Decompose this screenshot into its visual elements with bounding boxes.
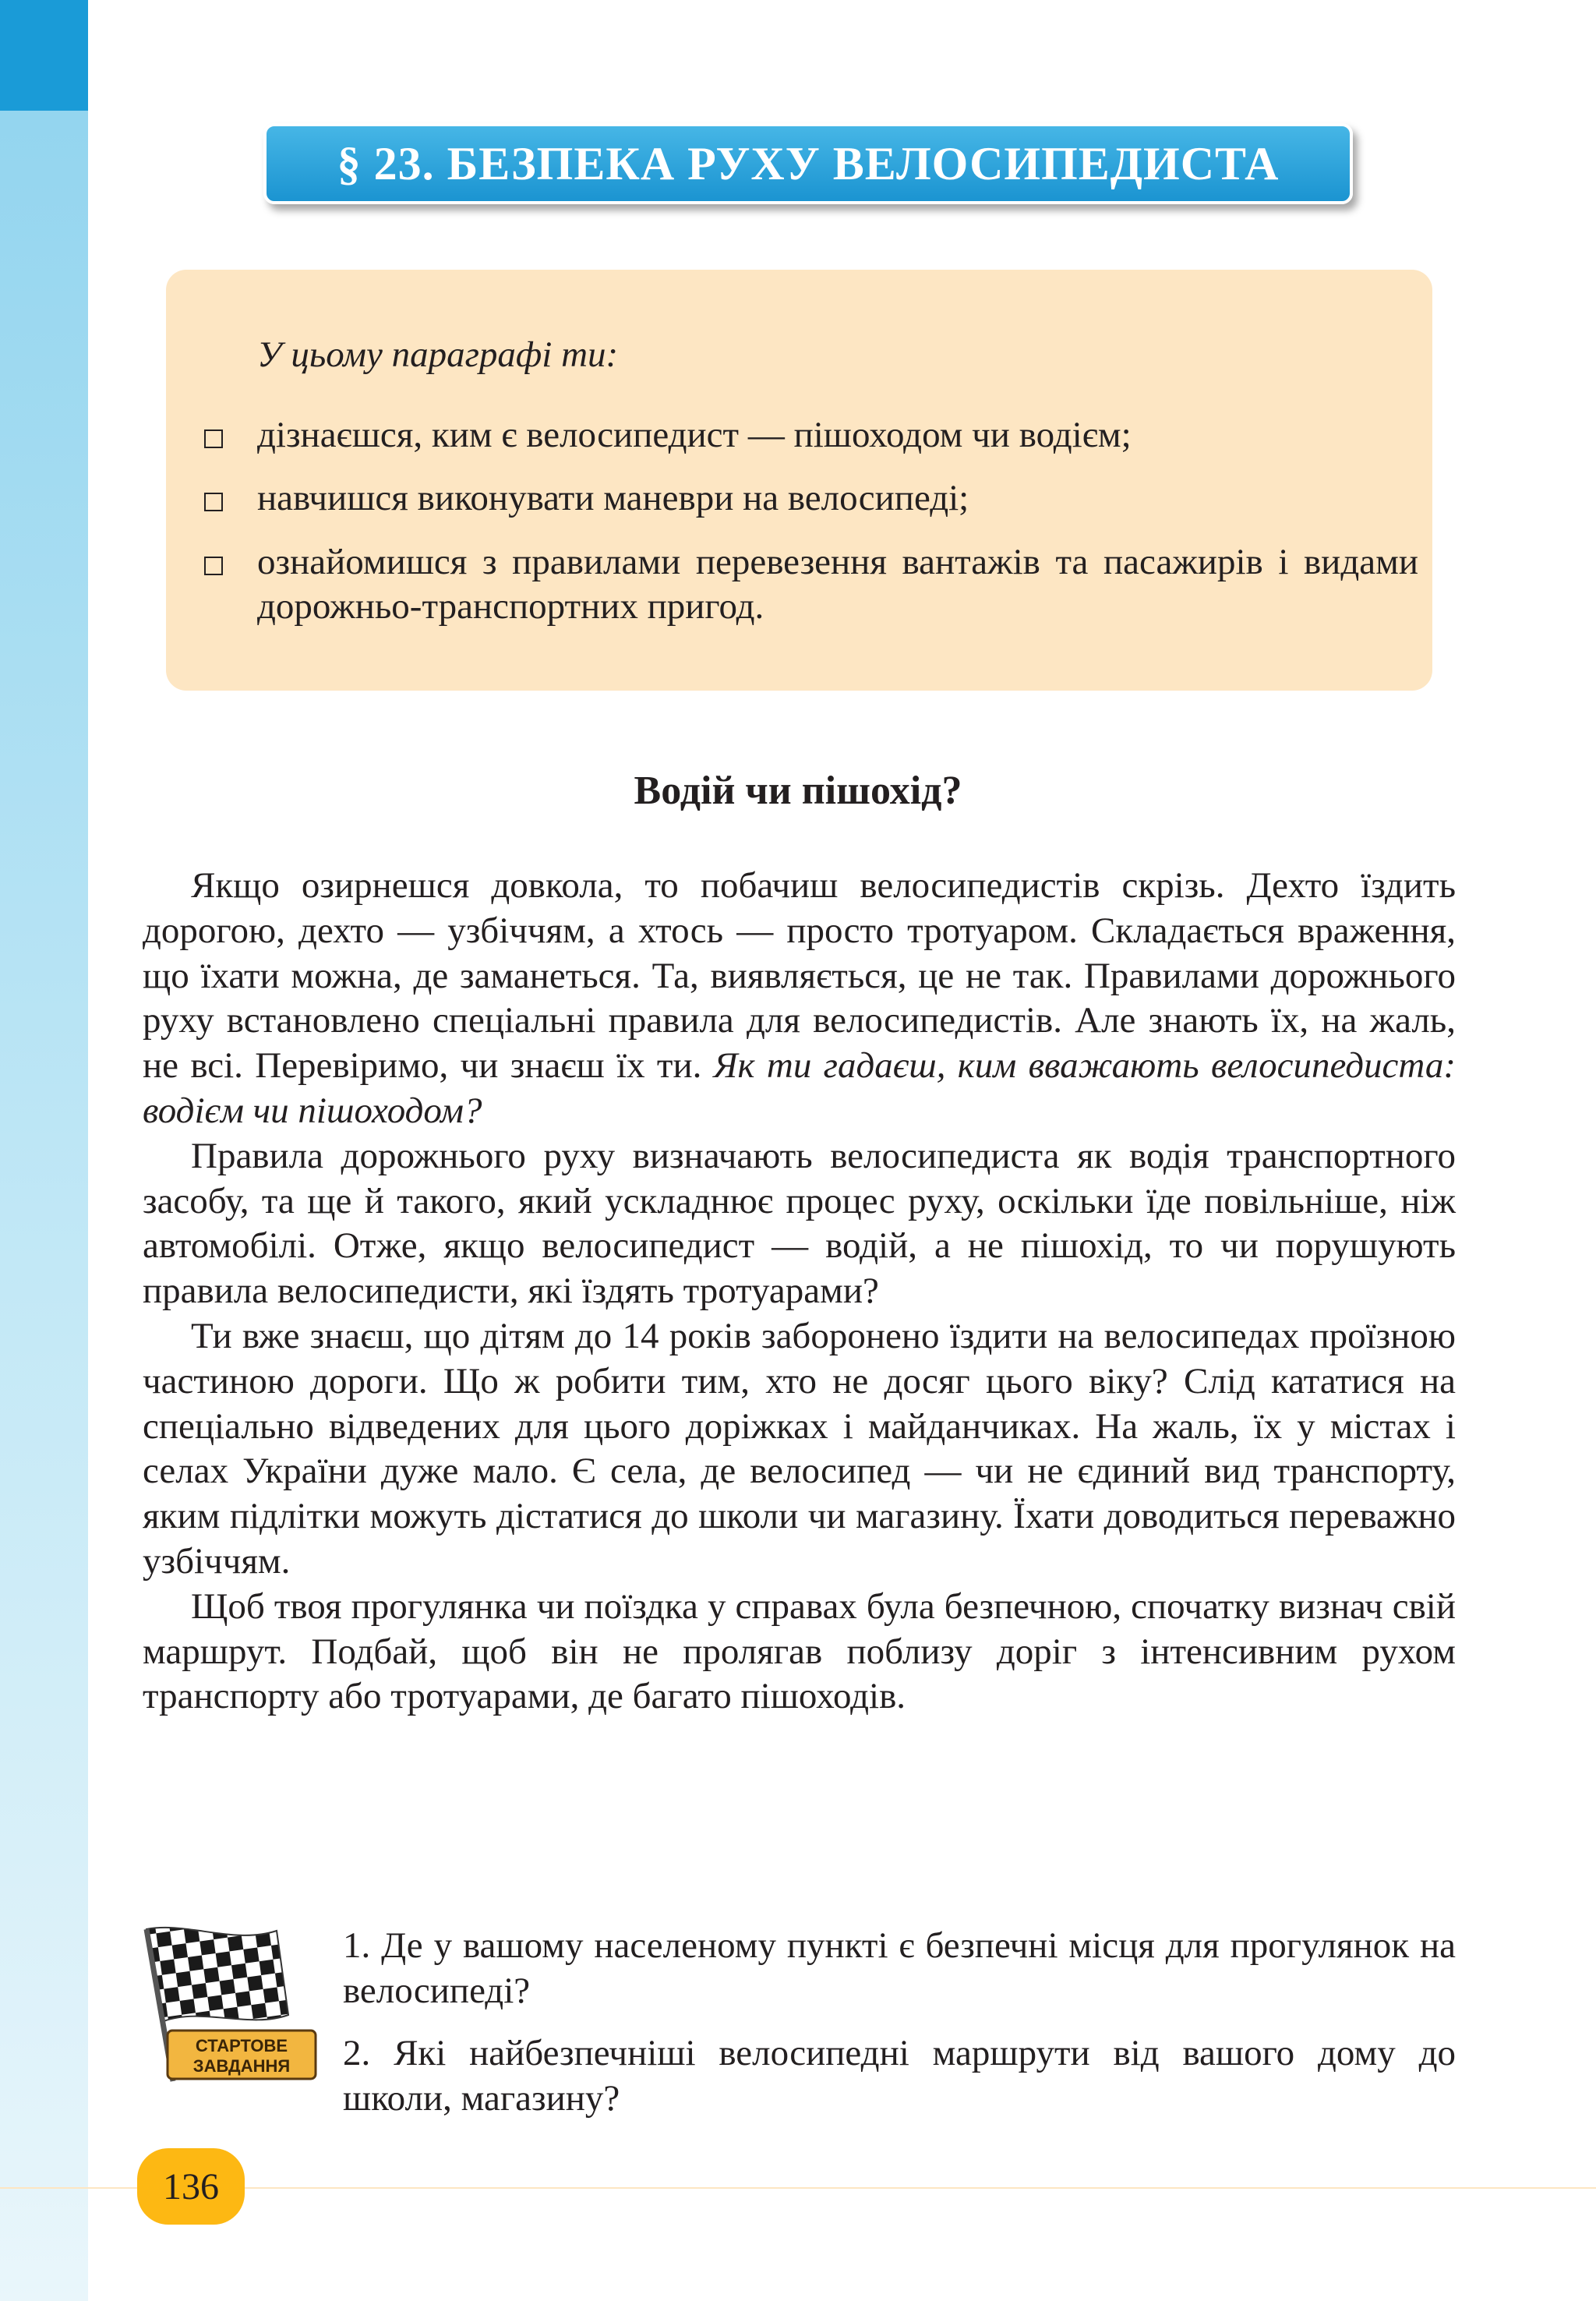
page-number: 136 — [163, 2165, 219, 2207]
checkered-flag-icon — [140, 1921, 320, 2085]
side-bar-top-accent — [0, 0, 88, 111]
paragraph — [143, 864, 1456, 1134]
flag-label: ЗАВДАННЯ — [192, 2056, 291, 2076]
side-bar-decoration — [0, 0, 88, 2301]
checkbox-icon — [204, 557, 223, 575]
checkbox-icon — [204, 429, 223, 448]
paragraph: Щоб твоя прогулянка чи поїздка у справах була безпечною, спочатку визнач свій маршрут. Подбай, щоб він не пролягав поблизу доріг з інтенсивним рухом транспорту або тротуарами, де багато пішоходів. — [143, 1585, 1456, 1717]
paragraph: Правила дорожнього руху визначають велосипедиста як водія транспортного засобу, та ще й такого, який ускладнює процес руху, оскільки їде повільніше, ніж автомобілі. Отже, якщо велосипедист — водій, а не пішохід, то чи порушують правила велосипедисти, які їздять тротуарами? — [143, 1135, 1456, 1312]
section-title: § 23. БЕЗПЕКА РУХУ ВЕЛОСИПЕДИСТА — [337, 137, 1280, 189]
body-text — [143, 864, 1456, 1720]
task-item: 2. Які найбезпечніші велосипедні маршрути від вашого дому до школи, магазину? — [343, 2033, 1456, 2119]
goal-item: дізнаєшся, ким є велосипедист — пішоходом чи водієм; — [257, 415, 1132, 455]
paragraph: Ти вже знаєш, що дітям до 14 років заборонено їздити на велосипедах проїзною частиною дороги. Що ж робити тим, хто не досяг цього віку? Слід кататися на спеціально відведених для цього доріжках і майданчиках. На жаль, їх у містах і селах України дуже мало. Є села, де велосипед — чи не єдиний вид транспорту, яким підлітки можуть дістатися до школи чи магазину. Їхати доводиться переважно узбіччям. — [143, 1315, 1456, 1582]
goal-item: ознайомишся з правилами перевезення вантажів та пасажирів і видами дорожньо-транспортних пригод. — [257, 542, 1418, 627]
flag-label: СТАРТОВЕ — [195, 2036, 288, 2055]
goals-intro: У цьому параграфі ти: — [257, 334, 619, 375]
question-text: Як ти гадаєш, ким вважають велосипедиста: водієм чи пішоходом? — [143, 1045, 1456, 1131]
checkbox-icon — [204, 493, 223, 511]
section-title-banner — [263, 123, 1353, 204]
page-number-badge — [137, 2148, 245, 2225]
paragraph-text: Якщо озирнешся довкола, то побачиш велосипедистів скрізь. Дехто їздить дорогою, дехто — узбіччям, а хтось — просто тротуаром. Складається враження, що їхати можна, де заманеться. Та, виявляється, це не так. Правилами дорожнього руху встановлено спеціальні правила для велосипедистів. Але знають їх, на жаль, не всі. Перевіримо, чи знаєш їх ти. — [143, 865, 1456, 1087]
section-heading: Водій чи пішохід? — [634, 769, 962, 813]
task-item: 1. Де у вашому населеному пункті є безпечні місця для прогулянок на велосипеді? — [343, 1925, 1456, 2011]
goal-item: навчишся виконувати маневри на велосипеді; — [257, 478, 969, 518]
